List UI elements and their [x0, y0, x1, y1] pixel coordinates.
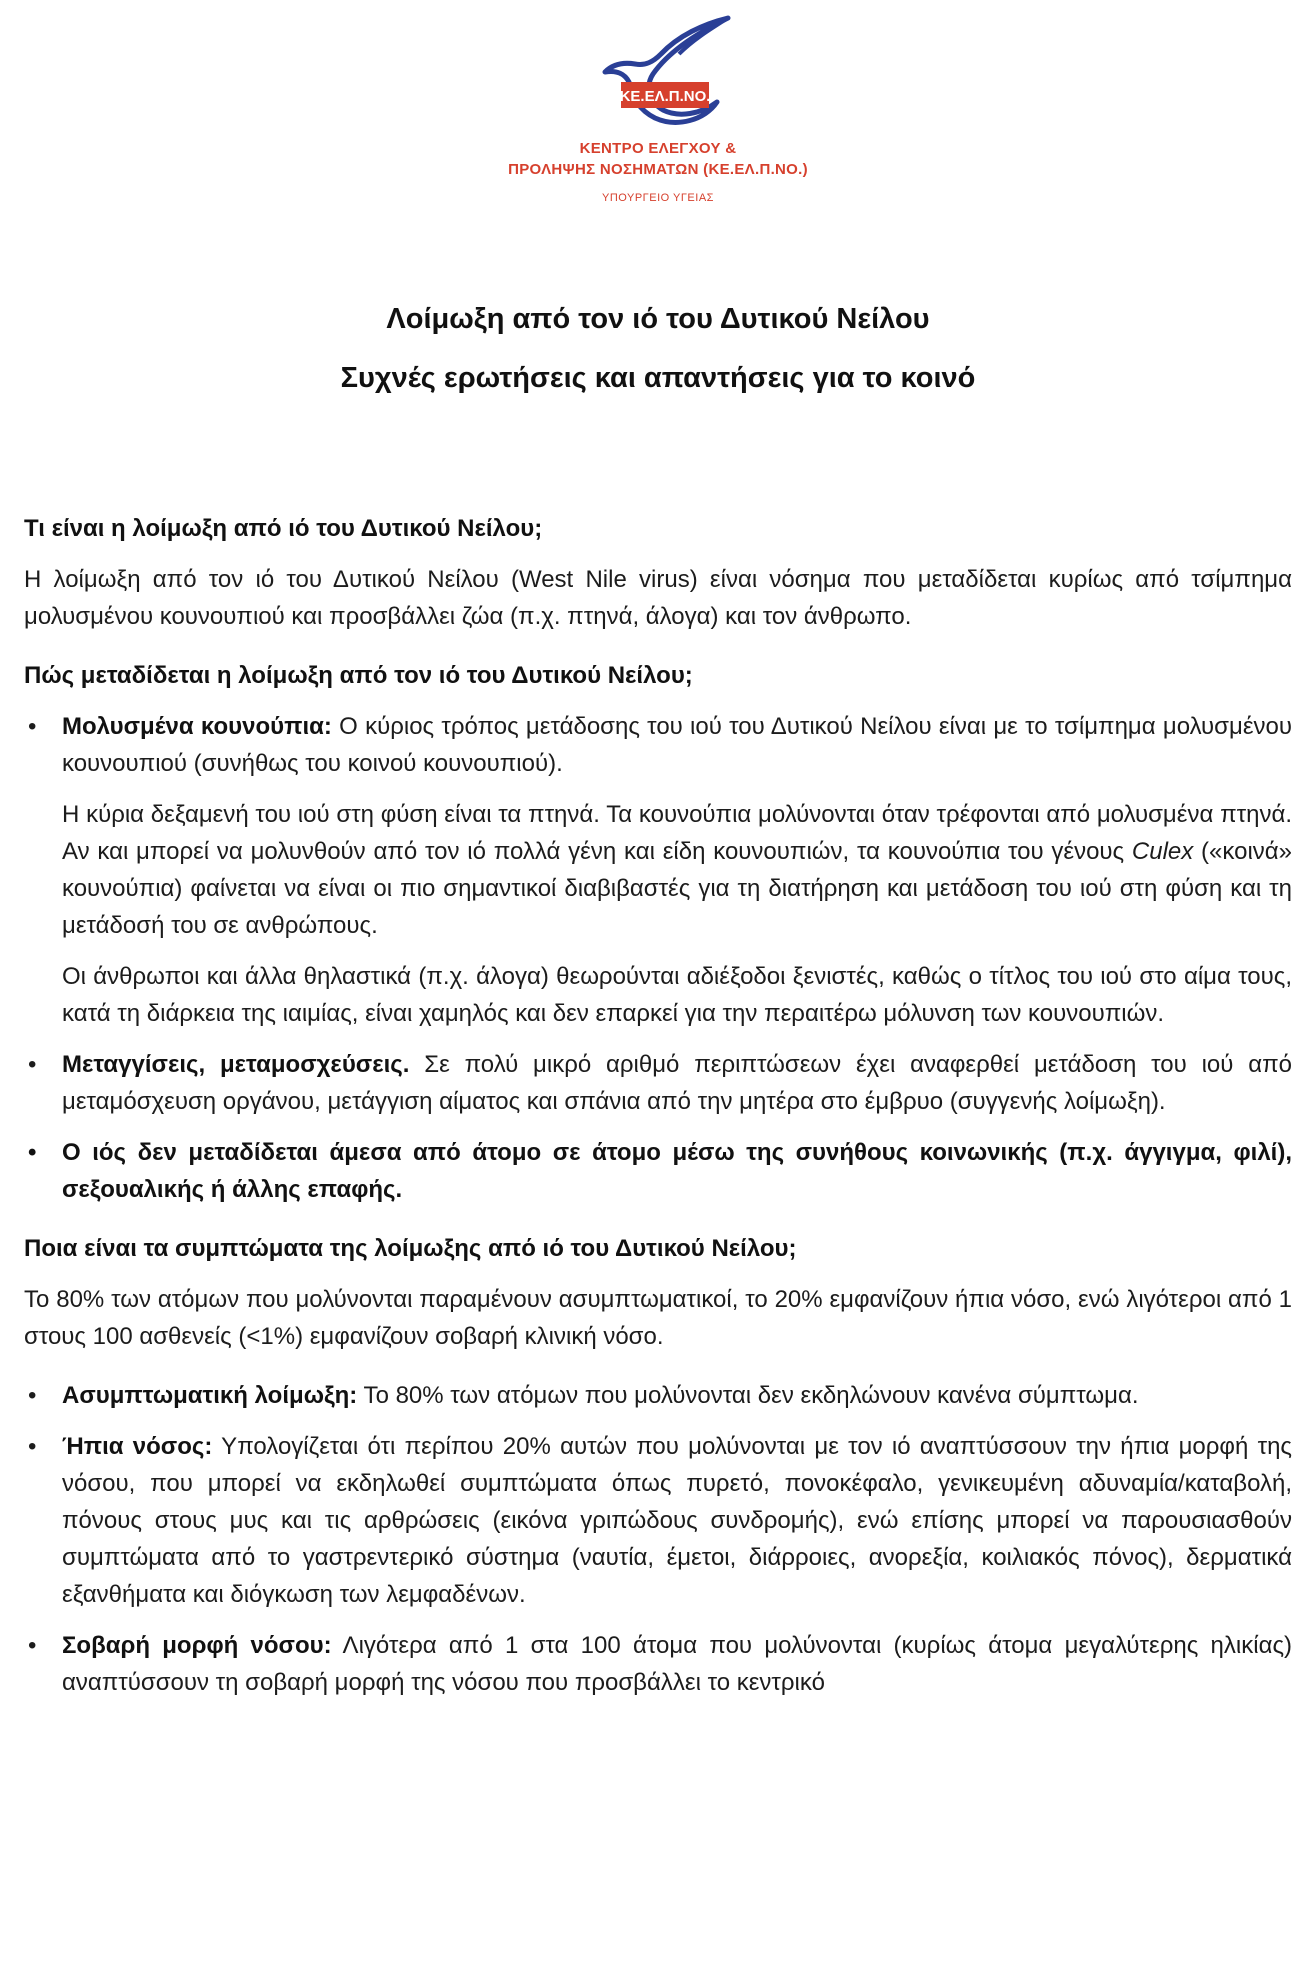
list-subparagraph-hosts: Οι άνθρωποι και άλλα θηλαστικά (π.χ. άλογα) θεωρούνται αδιέξοδοι ξενιστές, καθώς ο τίτλος του ιού στο αίμα τους, κατά τη διάρκεια της ιαιμίας, είναι χαμηλός και δεν επαρκεί για την περαιτέρω μόλυνση των κουνουπιών. [62, 963, 1292, 1027]
genus-name: Culex [1131, 838, 1194, 865]
list-item-lead: Ήπια νόσος: [62, 1433, 213, 1460]
list-item-asymptomatic [24, 1377, 1292, 1414]
list-item-mosquitoes [24, 708, 1292, 782]
section-paragraph-symptoms: Το 80% των ατόμων που μολύνονται παραμένουν ασυμπτωματικοί, το 20% εμφανίζουν ήπια νόσο, ενώ λιγότεροι από 1 στους 100 ασθενείς (<1%) εμφανίζουν σοβαρή κλινική νόσο. [24, 1286, 1292, 1350]
list-item-text: Σε πολύ μικρό αριθμό περιπτώσεων έχει αναφερθεί μετάδοση του ιού από μεταμόσχευση οργάνου, μετάγγιση αίματος και σπάνια από την μητέρα στο έμβρυο (συγγενής λοίμωξη). [62, 1051, 1292, 1115]
list-item-text: Το 80% των ατόμων που μολύνονται δεν εκδηλώνουν κανένα σύμπτωμα. [357, 1382, 1139, 1409]
page-title: Λοίμωξη από τον ιό του Δυτικού Νείλου [386, 303, 930, 335]
list-item-transfusions [24, 1046, 1292, 1120]
list-item-text: Ο ιός δεν μεταδίδεται άμεσα από άτομο σε άτομο μέσω της συνήθους κοινωνικής (π.χ. άγγιγμα, φιλί), σεξουαλικής ή άλλης επαφής. [62, 1139, 1292, 1203]
list-item-lead: Μολυσμένα κουνούπια: [62, 713, 332, 740]
bullet-icon: • [28, 1051, 37, 1078]
bullet-icon: • [28, 713, 37, 740]
section-heading-what-is: Τι είναι η λοίμωξη από ιό του Δυτικού Νείλου; [24, 515, 543, 542]
list-subparagraph-reservoir: Η κύρια δεξαμενή του ιού στη φύση είναι τα πτηνά. Τα κουνούπια μολύνονται όταν τρέφονται από μολυσμένα πτηνά. Αν και μπορεί να μολυνθούν από τον ιό πολλά γένη και είδη κουνουπιών, τα κουνούπια του γένους Culex («κοινά» κουνούπια) φαίνεται να είναι οι πιο σημαντικοί διαβιβαστές για τη διατήρηση και μετάδοση του ιού στη φύση και τη μετάδοσή του σε ανθρώπους. [62, 801, 1293, 939]
list-item-text: Ο κύριος τρόπος μετάδοσης του ιού του Δυτικού Νείλου είναι με το τσίμπημα μολυσμένου κουνουπιού (συνήθως του κοινού κουνουπιού). [62, 713, 1292, 777]
list-item-no-person-to-person [24, 1134, 1292, 1208]
bullet-icon: • [28, 1139, 37, 1166]
page-subtitle: Συχνές ερωτήσεις και απαντήσεις για το κοινό [340, 362, 976, 394]
list-item-text: Υπολογίζεται ότι περίπου 20% αυτών που μολύνονται με τον ιό αναπτύσσουν την ήπια μορφή της νόσου, που μπορεί να εκδηλωθεί συμπτώματα όπως πυρετό, πονοκέφαλο, γενικευμένη αδυναμία/καταβολή, πόνους στους μυς και τις αρθρώσεις (εικόνα γριπώδους συνδρομής), ενώ επίσης μπορεί να παρουσιασθούν συμπτώματα από το γαστρεντερικό σύστημα (ναυτία, έμετοι, διάρροιες, ανορεξία, κοιλιακός πόνος), δερματικά εξανθήματα και διόγκωση των λεμφαδένων. [62, 1433, 1292, 1608]
list-item-severe-disease [24, 1627, 1292, 1701]
section-heading-transmission: Πώς μεταδίδεται η λοίμωξη από τον ιό του Δυτικού Νείλου; [24, 662, 693, 689]
keelpno-logo [0, 14, 1316, 204]
list-item-lead: Ασυμπτωματική λοίμωξη: [62, 1382, 358, 1409]
ministry-name: ΥΠΟΥΡΓΕΙΟ ΥΓΕΙΑΣ [602, 192, 714, 204]
bullet-icon: • [28, 1433, 37, 1460]
bullet-icon: • [28, 1632, 37, 1659]
logo-badge-text: ΚΕ.ΕΛ.Π.ΝΟ. [619, 88, 711, 105]
bullet-icon: • [28, 1382, 37, 1409]
list-item-lead: Σοβαρή μορφή νόσου: [62, 1632, 332, 1659]
list-item-lead: Μεταγγίσεις, μεταμοσχεύσεις. [62, 1051, 410, 1078]
list-item-text: Λιγότερα από 1 στα 100 άτομα που μολύνονται (κυρίως άτομα μεγαλύτερης ηλικίας) αναπτύσσουν τη σοβαρή μορφή της νόσου που προσβάλλει το κεντρικό [62, 1632, 1293, 1696]
org-name-line1: ΚΕΝΤΡΟ ΕΛΕΓΧΟΥ & [579, 140, 737, 157]
document-body [24, 510, 1292, 1715]
section-heading-symptoms: Ποια είναι τα συμπτώματα της λοίμωξης από ιό του Δυτικού Νείλου; [24, 1235, 797, 1262]
list-item-mild-disease [24, 1428, 1292, 1613]
org-name-line2: ΠΡΟΛΗΨΗΣ ΝΟΣΗΜΑΤΩΝ (ΚΕ.ΕΛ.Π.ΝΟ.) [508, 161, 808, 178]
section-paragraph-what-is: Η λοίμωξη από τον ιό του Δυτικού Νείλου (West Nile virus) είναι νόσημα που μεταδίδεται κυρίως από τσίμπημα μολυσμένου κουνουπιού και προσβάλλει ζώα (π.χ. πτηνά, άλογα) και τον άνθρωπο. [24, 566, 1292, 630]
dove-logo-icon [583, 14, 733, 132]
